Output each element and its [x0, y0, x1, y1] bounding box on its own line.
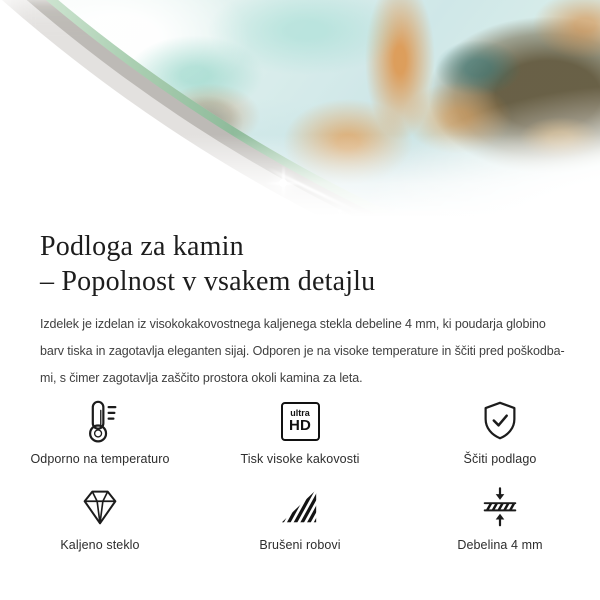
feature-label: Debelina 4 mm: [457, 538, 543, 552]
description-line: barv tiska in zagotavlja eleganten sijaj. Odporen je na visoke temperature in ščiti pred poškodba-: [40, 344, 565, 358]
page-title-line1: Podloga za kamin: [40, 231, 244, 262]
feature-thickness: [400, 482, 600, 552]
page-title: [40, 229, 375, 299]
feature-label: Odporno na temperaturo: [30, 452, 170, 466]
hero-fade-overlay: [0, 0, 600, 224]
hatched-edge-icon: [274, 482, 326, 532]
ultra-hd-icon: [274, 396, 326, 446]
feature-protection: [400, 396, 600, 466]
thermometer-icon: [74, 396, 126, 446]
description-line: mi, s čimer zagotavlja zaščito prostora okoli kamina za leta.: [40, 371, 363, 385]
feature-polished-edges: [200, 482, 400, 552]
feature-label: Brušeni robovi: [259, 538, 341, 552]
feature-tempered-glass: [0, 482, 200, 552]
ultra-hd-icon-text-bottom: HD: [288, 417, 312, 434]
shield-check-icon: [474, 396, 526, 446]
feature-label: Ščiti podlago: [463, 452, 537, 466]
feature-label: Kaljeno steklo: [60, 538, 140, 552]
features-grid: [0, 396, 600, 552]
product-description: [40, 311, 565, 392]
description-line: Izdelek je izdelan iz visokokakovostnega kaljenega stekla debeline 4 mm, ki poudarja globino: [40, 317, 546, 331]
feature-temperature: [0, 396, 200, 466]
feature-print-quality: [200, 396, 400, 466]
thickness-icon: [474, 482, 526, 532]
diamond-icon: [74, 482, 126, 532]
feature-label: Tisk visoke kakovosti: [240, 452, 360, 466]
page-title-line2: – Popolnost v vsakem detajlu: [40, 266, 376, 297]
ultra-hd-icon-text-top: ultra: [290, 408, 310, 418]
hero-image: [0, 0, 600, 224]
